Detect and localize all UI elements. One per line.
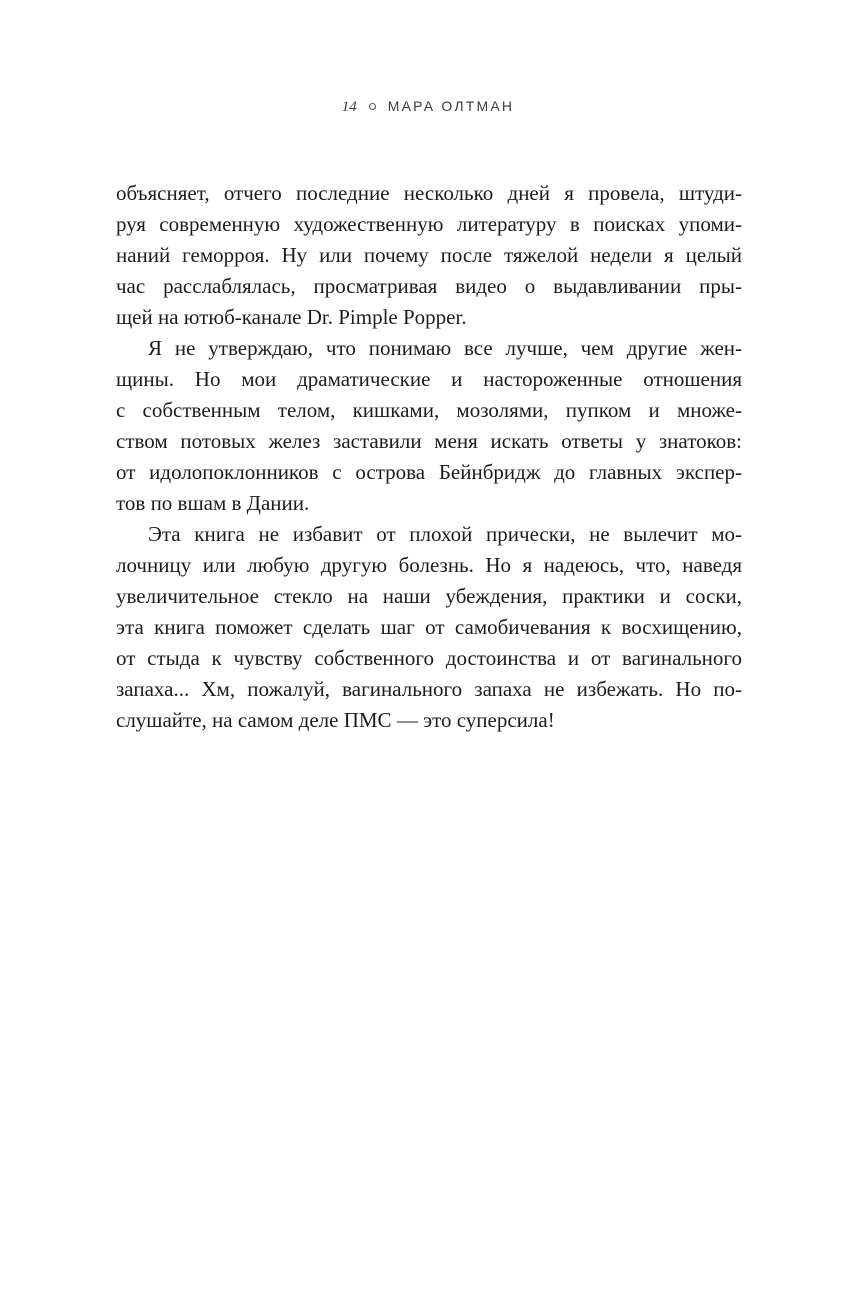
text-line: от идолопоклонников с острова Бейнбридж до главных экспер- [116,460,742,484]
text-line: час расслаблялась, просматривая видео о выдавливании пры- [116,274,742,298]
text-line: с собственным телом, кишками, мозолями, пупком и множе- [116,398,742,422]
page-number: 14 [341,99,357,115]
text-line: увеличительное стекло на наши убеждения, практики и соски, [116,584,742,608]
text-line: ством потовых желез заставили меня искать ответы у знатоков: [116,429,742,453]
text-line: эта книга поможет сделать шаг от самобичевания к восхищению, [116,615,742,639]
text-line: щины. Но мои драматические и настороженные отношения [116,367,742,391]
author-name: МАРА ОЛТМАН [387,98,515,114]
text-line: Эта книга не избавит от плохой прически, не вылечит мо- [148,522,742,546]
text-line: слушайте, на самом деле ПМС — это суперсила! [116,708,555,732]
text-line: щей на ютюб-канале Dr. Pimple Popper. [116,305,467,329]
text-line: наний геморроя. Ну или почему после тяжелой недели я целый [116,243,742,267]
text-line: запаха... Хм, пожалуй, вагинального запаха не избежать. Но по- [116,677,742,701]
text-line: лочницу или любую другую болезнь. Но я надеюсь, что, наведя [116,553,742,577]
text-line: руя современную художественную литературу в поисках упоми- [116,212,742,236]
text-line: от стыда к чувству собственного достоинства и от вагинального [116,646,742,670]
running-head [0,98,856,116]
separator-circle-icon [369,103,376,110]
text-line: объясняет, отчего последние несколько дней я провела, штуди- [116,181,742,205]
body-text [116,178,742,736]
text-line: тов по вшам в Дании. [116,491,310,515]
text-line: Я не утверждаю, что понимаю все лучше, чем другие жен- [148,336,742,360]
